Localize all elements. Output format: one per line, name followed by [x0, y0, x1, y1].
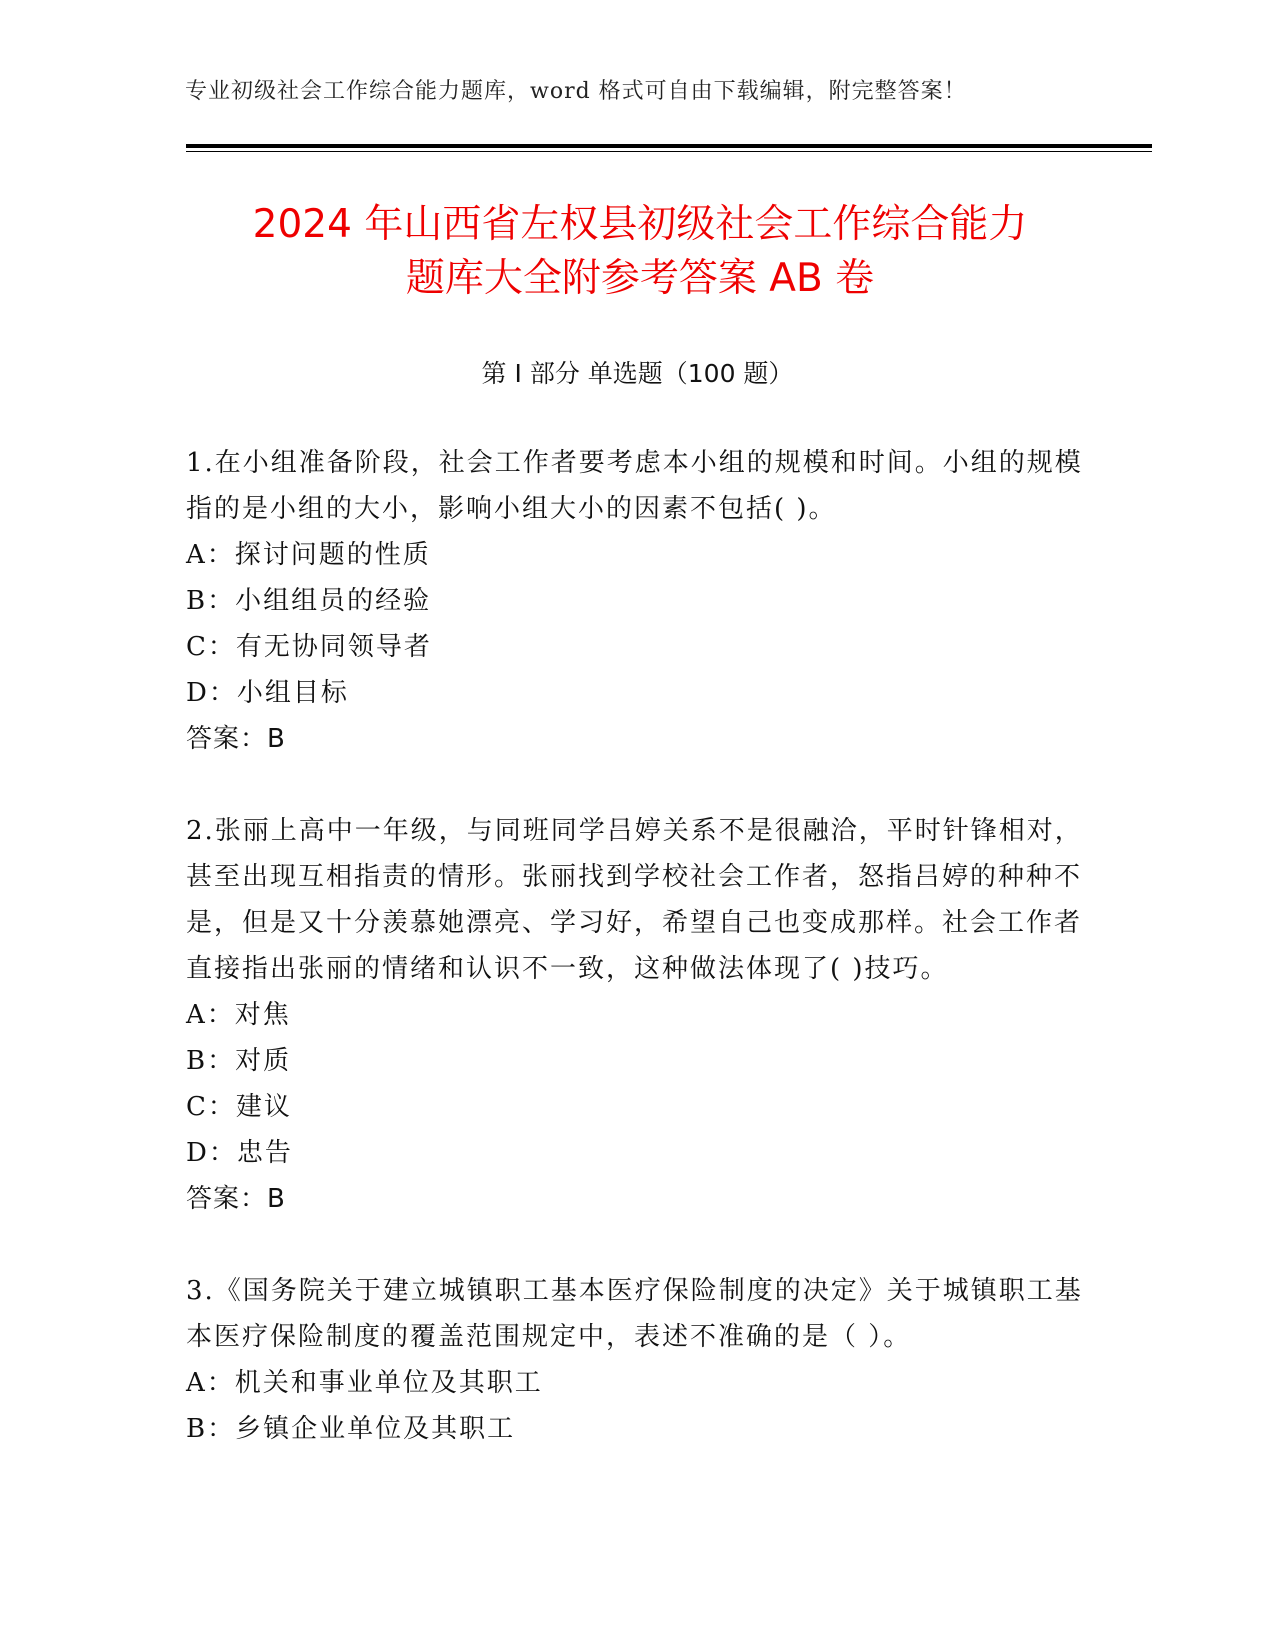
- option-a: A：对焦: [186, 1000, 291, 1030]
- question-2: [186, 808, 1086, 1222]
- option-c: C：有无协同领导者: [186, 632, 432, 662]
- question-3: [186, 1268, 1086, 1452]
- option-a: A：探讨问题的性质: [186, 540, 431, 570]
- header-rule-thick: [186, 144, 1152, 148]
- answer: 答案：B: [186, 1184, 286, 1214]
- question-stem: 3.《国务院关于建立城镇职工基本医疗保险制度的决定》关于城镇职工基本医疗保险制度的覆盖范围规定中，表述不准确的是（ ）。: [186, 1276, 1083, 1352]
- header-rule-thin: [186, 151, 1152, 152]
- option-b: B：小组组员的经验: [186, 586, 432, 616]
- option-d: D：忠告: [186, 1138, 293, 1168]
- question-1: [186, 440, 1086, 762]
- option-a: A：机关和事业单位及其职工: [186, 1368, 543, 1398]
- title-line-1: 2024 年山西省左权县初级社会工作综合能力: [252, 202, 1028, 247]
- question-stem: 2.张丽上高中一年级，与同班同学吕婷关系不是很融洽，平时针锋相对，甚至出现互相指责的情形。张丽找到学校社会工作者，怒指吕婷的种种不是，但是又十分羡慕她漂亮、学习好，希望自己也变成那样。社会工作者直接指出张丽的情绪和认识不一致，这种做法体现了( )技巧。: [186, 816, 1083, 984]
- header-note: 专业初级社会工作综合能力题库，word 格式可自由下载编辑，附完整答案！: [185, 79, 967, 104]
- option-c: C：建议: [186, 1092, 292, 1122]
- document-title: [160, 198, 1120, 306]
- option-b: B：对质: [186, 1046, 292, 1076]
- answer: 答案：B: [186, 724, 286, 754]
- question-stem: 1.在小组准备阶段，社会工作者要考虑本小组的规模和时间。小组的规模指的是小组的大小，影响小组大小的因素不包括( )。: [186, 448, 1083, 524]
- option-b: B：乡镇企业单位及其职工: [186, 1414, 516, 1444]
- option-d: D：小组目标: [186, 678, 349, 708]
- title-line-2: 题库大全附参考答案 AB 卷: [405, 256, 875, 301]
- section-heading: 第 I 部分 单选题（100 题）: [481, 359, 794, 388]
- question-list: [186, 440, 1086, 1498]
